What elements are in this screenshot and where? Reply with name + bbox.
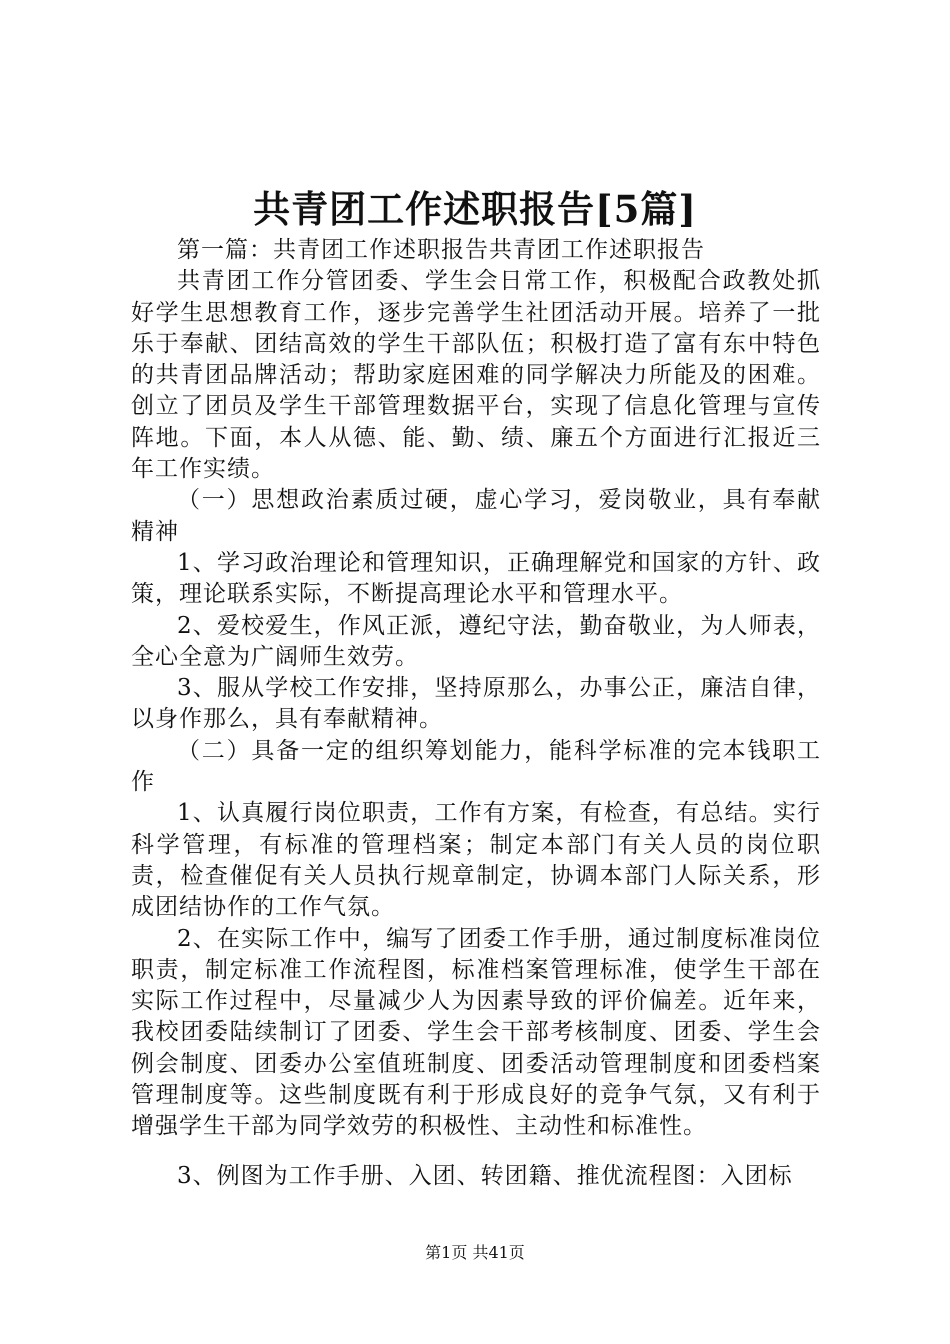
paragraph-intro: 共青团工作分管团委、学生会日常工作，积极配合政教处抓好学生思想教育工作，逐步完善学生社团活动开展。培养了一批乐于奉献、团结高效的学生干部队伍；积极打造了富有东中特色的共青团品牌活动；帮助家庭困难的同学解决力所能及的困难。创立了团员及学生干部管理数据平台，实现了信息化管理与宣传阵地。下面，本人从德、能、勤、绩、廉五个方面进行汇报近三年工作实绩。: [131, 268, 821, 483]
paragraph-item-1-2: 2、爱校爱生，作风正派，遵纪守法，勤奋敬业，为人师表，全心全意为广阔师生效劳。: [131, 612, 821, 670]
page-number-footer: 第1页 共41页: [425, 1243, 525, 1262]
document-title: 共青团工作述职报告[5篇]: [253, 187, 697, 231]
paragraph-item-2-2: 2、在实际工作中，编写了团委工作手册，通过制度标准岗位职责，制定标准工作流程图，标准档案管理标准，使学生干部在实际工作过程中，尽量减少人为因素导致的评价偏差。近年来，我校团委陆续制订了团委、学生会干部考核制度、团委、学生会例会制度、团委办公室值班制度、团委活动管理制度和团委档案管理制度等。这些制度既有利于形成良好的竞争气氛，又有利于增强学生干部为同学效劳的积极性、主动性和标准性。: [131, 925, 821, 1140]
paragraph-part-heading: 第一篇：共青团工作述职报告共青团工作述职报告: [177, 237, 705, 263]
paragraph-item-1-3: 3、服从学校工作安排，坚持原那么，办事公正，廉洁自律，以身作那么，具有奉献精神。: [131, 675, 821, 733]
document-body: [131, 235, 821, 1192]
section-heading-2: （二）具备一定的组织筹划能力，能科学标准的完本钱职工作: [131, 737, 821, 796]
section-heading-1: （一）思想政治素质过硬，虚心学习，爱岗敬业，具有奉献精神: [131, 487, 821, 545]
paragraph-item-2-3: 3、例图为工作手册、入团、转团籍、推优流程图：入团标: [177, 1162, 793, 1189]
paragraph-item-1-1: 1、学习政治理论和管理知识，正确理解党和国家的方针、政策，理论联系实际，不断提高理论水平和管理水平。: [131, 549, 821, 608]
paragraph-item-2-1: 1、认真履行岗位职责，工作有方案，有检查，有总结。实行科学管理，有标准的管理档案；制定本部门有关人员的岗位职责，检查催促有关人员执行规章制定，协调本部门人际关系，形成团结协作的工作气氛。: [131, 800, 821, 921]
